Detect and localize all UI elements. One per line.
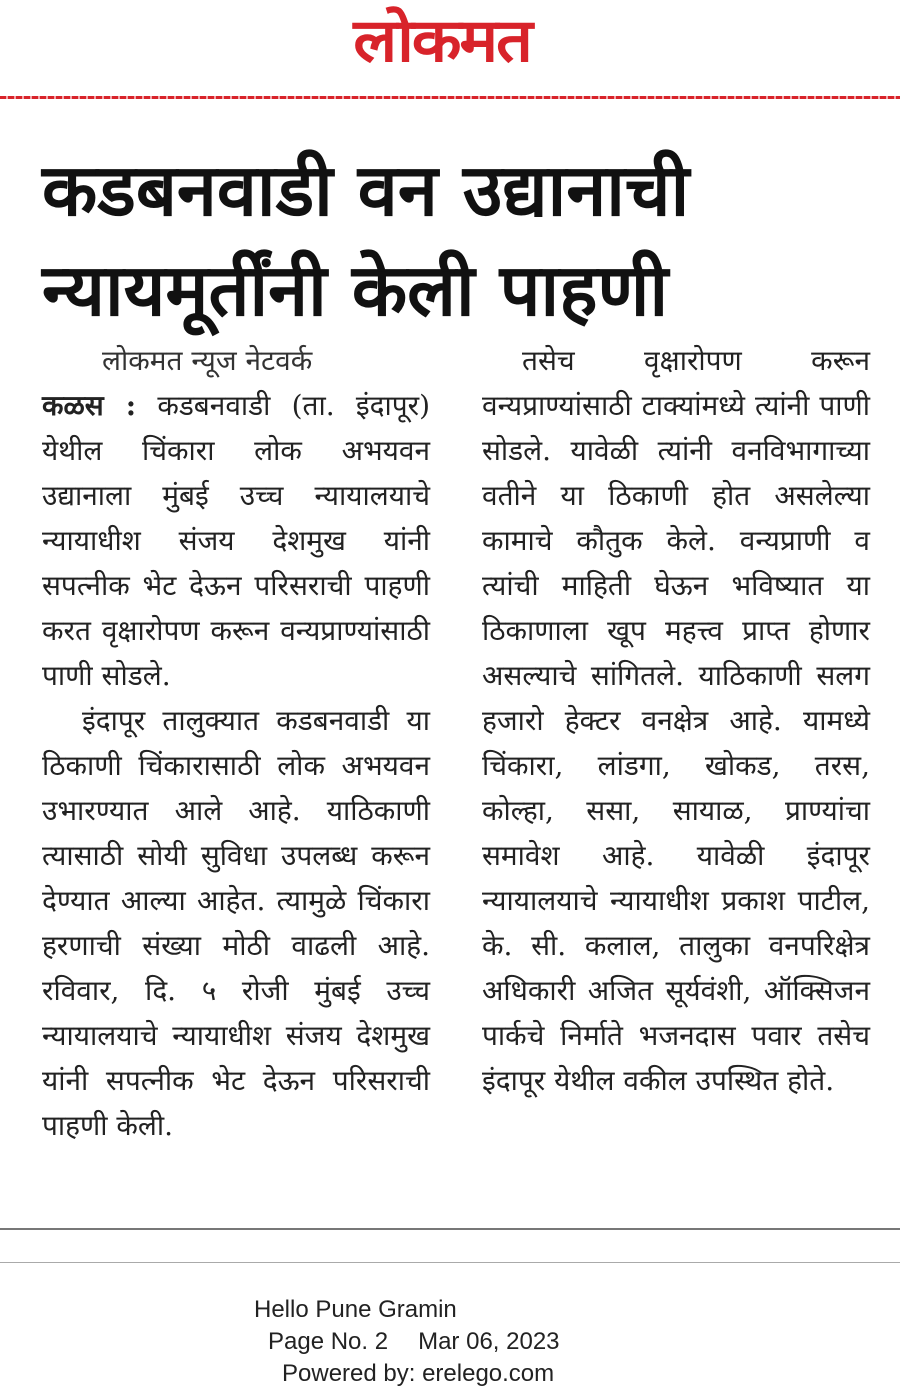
article-column-left — [42, 338, 430, 1148]
lokmat-logo: लोकमत — [353, 6, 531, 76]
paragraph-1 — [42, 383, 430, 698]
headline-line-1: कडबनवाडी वन उद्यानाची — [42, 148, 690, 232]
paragraph-1-text: कडबनवाडी (ता. इंदापूर) येथील चिंकारा लोक अभयवन उद्यानाला मुंबई उच्च न्यायालयाचे न्यायाधीश संजय देशमुख यांनी सपत्नीक भेट देऊन परिसराची पाहणी करत वृक्षारोपण करून वन्यप्राण्यांसाठी पाणी सोडले. — [42, 389, 430, 692]
masthead-divider — [0, 96, 900, 99]
footer-powered-by[interactable]: Powered by: erelego.com — [282, 1360, 555, 1387]
article-column-right — [482, 338, 870, 1103]
footer-page-info — [268, 1326, 560, 1358]
footer-divider-top — [0, 1228, 900, 1230]
dateline: कळस : — [42, 389, 137, 422]
article-headline — [42, 140, 862, 340]
footer-date: Mar 06, 2023 — [418, 1328, 560, 1355]
paragraph-2: इंदापूर तालुक्यात कडबनवाडी या ठिकाणी चिंकारासाठी लोक अभयवन उभारण्यात आले आहे. याठिकाणी त्यासाठी सोयी सुविधा उपलब्ध करून देण्यात आल्या आहेत. त्यामुळे चिंकारा हरणाची संख्या मोठी वाढली आहे. रविवार, दि. ५ रोजी मुंबई उच्च न्यायालयाचे न्यायाधीश संजय देशमुख यांनी सपत्नीक भेट देऊन परिसराची पाहणी केली. — [42, 704, 430, 1142]
byline: लोकमत न्यूज नेटवर्क — [102, 344, 313, 377]
footer-page-no: Page No. 2 — [268, 1328, 389, 1355]
masthead — [0, 0, 900, 100]
footer-divider-bottom — [0, 1262, 900, 1263]
footer-source: Hello Pune Gramin — [254, 1296, 457, 1323]
headline-line-2: न्यायमूर्तींनी केली पाहणी — [42, 248, 669, 332]
paragraph-3: तसेच वृक्षारोपण करून वन्यप्राण्यांसाठी टाक्यांमध्ये त्यांनी पाणी सोडले. यावेळी त्यांनी वनविभागाच्या वतीने या ठिकाणी होत असलेल्या कामाचे कौतुक केले. वन्यप्राणी व त्यांची माहिती घेऊन भविष्यात या ठिकाणाला खूप महत्त्व प्राप्त होणार असल्याचे सांगितले. याठिकाणी सलग हजारो हेक्टर वनक्षेत्र आहे. यामध्ये चिंकारा, लांडगा, खोकड, तरस, कोल्हा, ससा, सायाळ, प्राण्यांचा समावेश आहे. यावेळी इंदापूर न्यायालयाचे न्यायाधीश प्रकाश पाटील, के. सी. कलाल, तालुका वनपरिक्षेत्र अधिकारी अजित सूर्यवंशी, ऑक्सिजन पार्कचे निर्माते भजनदास पवार तसेच इंदापूर येथील वकील उपस्थित होते. — [482, 344, 870, 1097]
